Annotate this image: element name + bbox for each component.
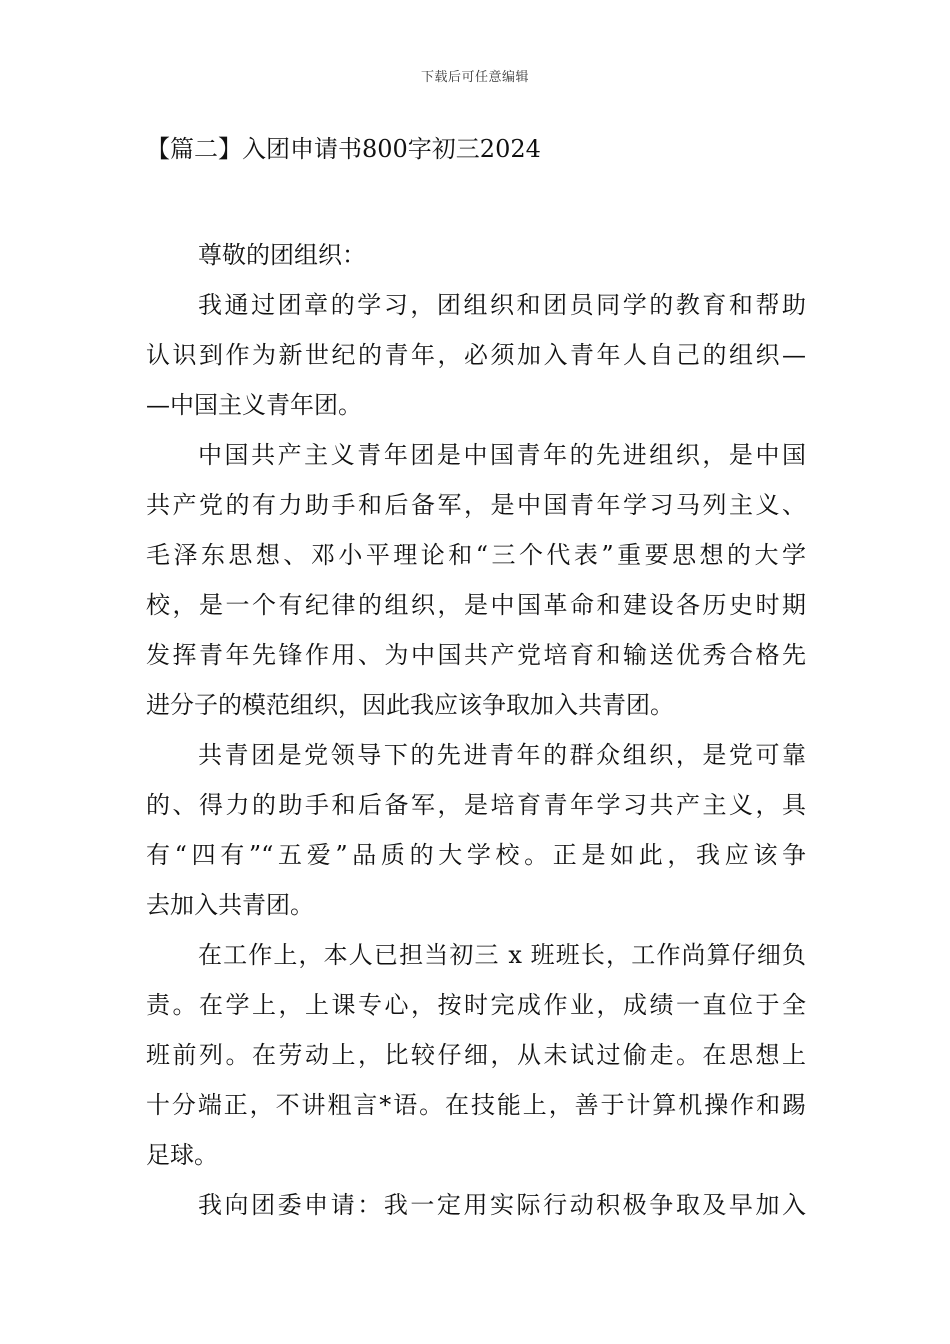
paragraph-2	[146, 430, 806, 730]
text-line: 中国共产主义青年团是中国青年的先进组织，是中国	[198, 441, 806, 469]
paragraph-4	[146, 930, 806, 1180]
document-title: 【篇二】入团申请书800字初三2024	[146, 135, 541, 163]
text-line: 共青团是党领导下的先进青年的群众组织，是党可靠	[198, 741, 806, 769]
text-line: 共产党的有力助手和后备军，是中国青年学习马列主义、	[146, 491, 806, 519]
text-line: —中国主义青年团。	[146, 391, 362, 419]
paragraph-5	[146, 1180, 806, 1230]
paragraph-3	[146, 730, 806, 930]
text-line: 发挥青年先锋作用、为中国共产党培育和输送优秀合格先	[146, 641, 806, 669]
text-line: 去加入共青团。	[146, 891, 314, 919]
text-line: 我通过团章的学习，团组织和团员同学的教育和帮助	[198, 291, 806, 319]
text-line: 毛泽东思想、邓小平理论和“三个代表”重要思想的大学	[146, 541, 806, 569]
text-line: 认识到作为新世纪的青年，必须加入青年人自己的组织—	[146, 341, 806, 369]
salutation: 尊敬的团组织：	[198, 241, 366, 269]
text-line: 责。在学上，上课专心，按时完成作业，成绩一直位于全	[146, 991, 806, 1019]
text-line: 班前列。在劳动上，比较仔细，从未试过偷走。在思想上	[146, 1041, 806, 1069]
letter-body	[146, 230, 806, 1230]
text-line: 有“四有”“五爱”品质的大学校。正是如此，我应该争	[146, 841, 806, 869]
header-note: 下载后可任意编辑	[420, 70, 529, 85]
text-line: 进分子的模范组织，因此我应该争取加入共青团。	[146, 691, 674, 719]
text-line: 我向团委申请：我一定用实际行动积极争取及早加入	[198, 1191, 806, 1219]
text-line: 足球。	[146, 1141, 218, 1169]
text-line: 十分端正，不讲粗言*语。在技能上，善于计算机操作和踢	[146, 1091, 806, 1119]
text-line: 的、得力的助手和后备军，是培育青年学习共产主义，具	[146, 791, 806, 819]
paragraph-1	[146, 280, 806, 430]
text-line: 在工作上，本人已担当初三 x 班班长，工作尚算仔细负	[198, 941, 806, 969]
text-line: 校，是一个有纪律的组织，是中国革命和建设各历史时期	[146, 591, 806, 619]
